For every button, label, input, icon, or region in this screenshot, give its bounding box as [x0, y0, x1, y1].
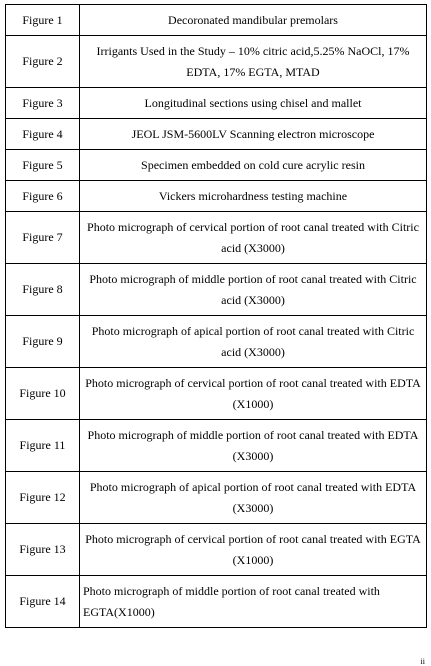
figure-caption: Photo micrograph of apical portion of root canal treated with Citric acid (X3000)	[80, 316, 427, 368]
figure-caption: Photo micrograph of cervical portion of root canal treated with Citric acid (X3000)	[80, 212, 427, 264]
figure-label: Figure 9	[6, 316, 80, 368]
table-row	[6, 368, 427, 420]
table-row	[6, 264, 427, 316]
figure-label: Figure 7	[6, 212, 80, 264]
figure-label: Figure 12	[6, 472, 80, 524]
table-row	[6, 150, 427, 181]
table-row	[6, 524, 427, 576]
table-row	[6, 576, 427, 628]
figure-caption: Photo micrograph of cervical portion of root canal treated with EDTA (X1000)	[80, 368, 427, 420]
figure-caption: Photo micrograph of middle portion of root canal treated with EDTA (X3000)	[80, 420, 427, 472]
figure-label: Figure 3	[6, 88, 80, 119]
figure-caption: Photo micrograph of middle portion of root canal treated with Citric acid (X3000)	[80, 264, 427, 316]
table-row	[6, 316, 427, 368]
figure-label: Figure 4	[6, 119, 80, 150]
figure-caption: Longitudinal sections using chisel and mallet	[80, 88, 427, 119]
figure-caption: Decoronated mandibular premolars	[80, 5, 427, 36]
table-row	[6, 36, 427, 88]
table-row	[6, 472, 427, 524]
figure-label: Figure 13	[6, 524, 80, 576]
figure-label: Figure 5	[6, 150, 80, 181]
table-row	[6, 119, 427, 150]
table-row	[6, 212, 427, 264]
figure-list-table	[5, 4, 427, 628]
figure-label: Figure 2	[6, 36, 80, 88]
table-row	[6, 88, 427, 119]
figure-caption: Photo micrograph of cervical portion of root canal treated with EGTA (X1000)	[80, 524, 427, 576]
table-row	[6, 181, 427, 212]
table-row	[6, 5, 427, 36]
figure-label: Figure 8	[6, 264, 80, 316]
figure-label: Figure 11	[6, 420, 80, 472]
figure-label: Figure 10	[6, 368, 80, 420]
figure-caption: Specimen embedded on cold cure acrylic resin	[80, 150, 427, 181]
page-number: ii	[420, 657, 425, 666]
figure-caption: Vickers microhardness testing machine	[80, 181, 427, 212]
figure-caption: Irrigants Used in the Study – 10% citric acid,5.25% NaOCl, 17% EDTA, 17% EGTA, MTAD	[80, 36, 427, 88]
figure-label: Figure 14	[6, 576, 80, 628]
figure-caption: Photo micrograph of apical portion of root canal treated with EDTA (X3000)	[80, 472, 427, 524]
figure-label: Figure 1	[6, 5, 80, 36]
figure-label: Figure 6	[6, 181, 80, 212]
table-row	[6, 420, 427, 472]
figure-caption: Photo micrograph of middle portion of root canal treated with EGTA(X1000)	[80, 576, 427, 628]
figure-caption: JEOL JSM-5600LV Scanning electron microscope	[80, 119, 427, 150]
